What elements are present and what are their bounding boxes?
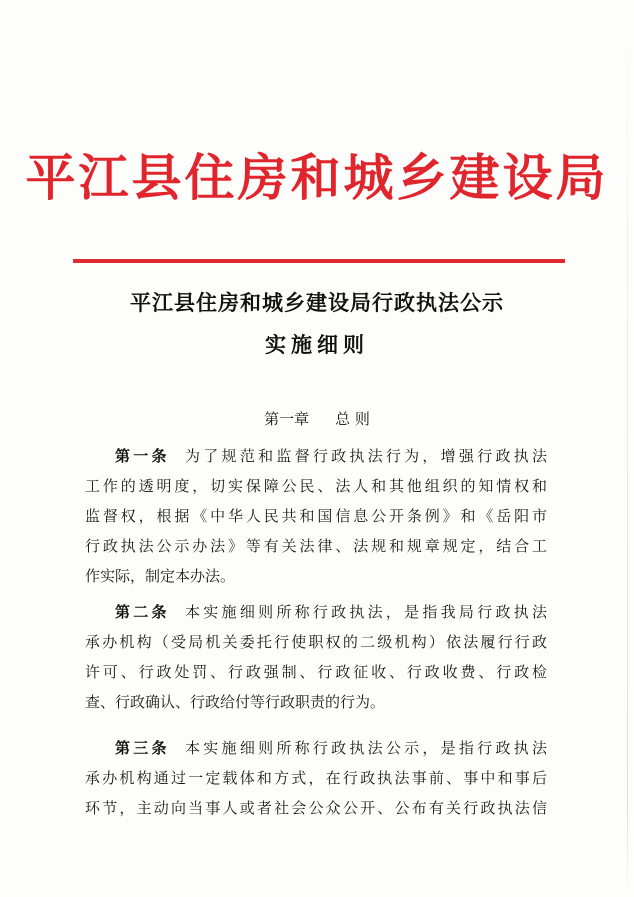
article-3-line-3: 环节，主动向当事人或者社会公众公开、公布有关行政执法信 — [85, 799, 547, 817]
article-3-label: 第三条 — [115, 739, 170, 757]
chapter-heading — [0, 407, 634, 431]
scan-edge — [627, 0, 628, 897]
article-2-line-3: 许可、行政处罚、行政强制、行政征收、行政收费、行政检 — [85, 663, 547, 681]
article-1-label: 第一条 — [115, 447, 170, 465]
article-3-text-1: 本实施细则所称行政执法公示，是指行政执法 — [181, 739, 547, 757]
document-title-line-2: 实施细则 — [265, 332, 369, 357]
article-1-line-5: 作实际，制定本办法。 — [85, 567, 236, 585]
article-3-line-1 — [85, 733, 547, 763]
article-1-line-3: 监督权，根据《中华人民共和国信息公开条例》和《岳阳市 — [85, 507, 547, 525]
article-1-line-4: 行政执法公示办法》等有关法律、法规和规章规定，结合工 — [85, 537, 547, 555]
article-2-line-4: 查、行政确认、行政给付等行政职责的行为。 — [85, 693, 386, 711]
article-2-line-1 — [85, 597, 547, 627]
article-1-line-1 — [85, 441, 547, 471]
chapter-name: 总 则 — [335, 410, 370, 428]
letterhead-red-rule — [73, 259, 565, 263]
chapter-number: 第一章 — [264, 410, 310, 428]
article-1 — [85, 441, 547, 591]
article-1-text-1: 为了规范和监督行政执法行为，增强行政执法 — [181, 447, 547, 465]
article-2-text-1: 本实施细则所称行政执法，是指我局行政执法 — [181, 603, 547, 621]
letterhead-org-name: 平江县住房和城乡建设局 — [25, 148, 609, 207]
article-2-label: 第二条 — [115, 603, 170, 621]
article-3-line-2: 承办机构通过一定载体和方式，在行政执法事前、事中和事后 — [85, 769, 547, 787]
article-3 — [85, 733, 547, 823]
article-2-line-2: 承办机构（受局机关委托行使职权的二级机构）依法履行行政 — [85, 633, 547, 651]
article-1-line-2: 工作的透明度，切实保障公民、法人和其他组织的知情权和 — [85, 477, 547, 495]
article-2 — [85, 597, 547, 717]
document-title-line-1: 平江县住房和城乡建设局行政执法公示 — [130, 290, 504, 315]
